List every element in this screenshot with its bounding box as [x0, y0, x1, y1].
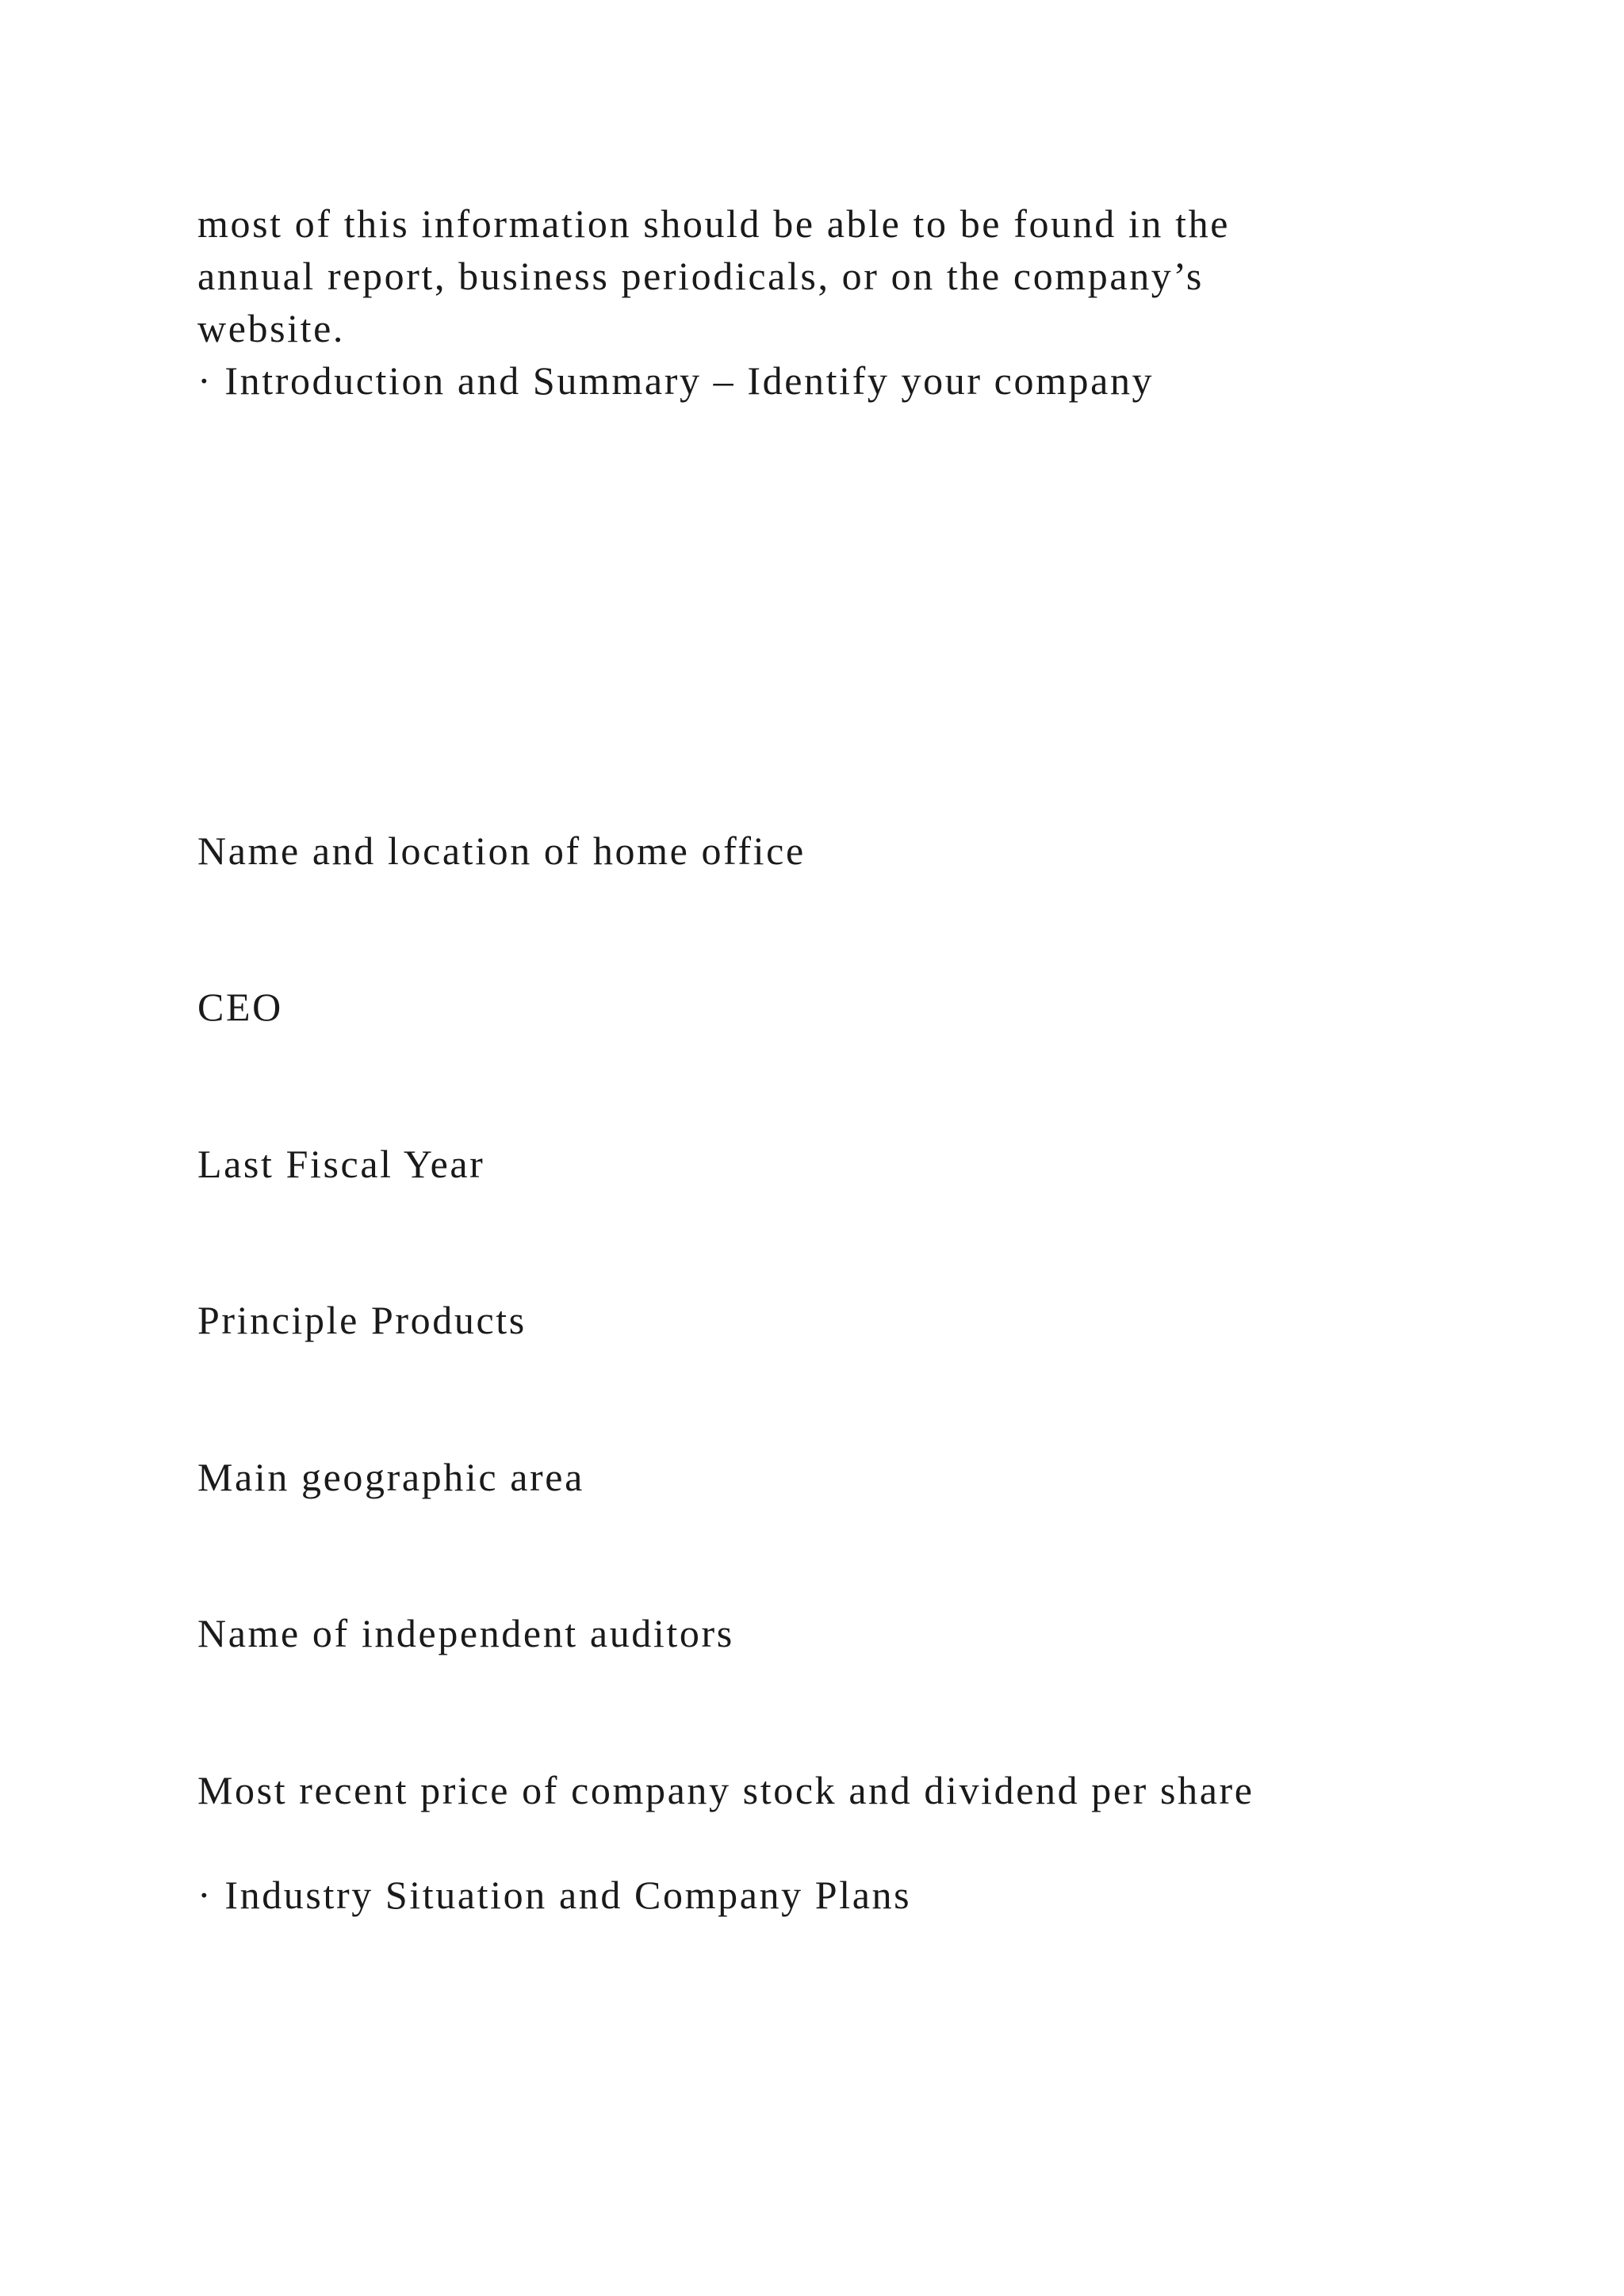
- intro-text-line-1: most of this information should be able to be found in the: [197, 201, 1231, 246]
- item-stock-price-dividend: Most recent price of company stock and dividend per share: [197, 1768, 1254, 1812]
- item-last-fiscal-year: Last Fiscal Year: [197, 1142, 485, 1186]
- item-ceo: CEO: [197, 985, 283, 1029]
- bullet-introduction-summary: · Introduction and Summary – Identify your company: [197, 358, 1155, 403]
- item-geographic-area: Main geographic area: [197, 1455, 584, 1499]
- item-independent-auditors: Name of independent auditors: [197, 1611, 734, 1655]
- item-home-office: Name and location of home office: [197, 828, 806, 873]
- bullet-industry-situation: · Industry Situation and Company Plans: [197, 1873, 912, 1917]
- intro-text-line-3: website.: [197, 306, 346, 350]
- intro-text-line-2: annual report, business periodicals, or on the company’s: [197, 254, 1204, 298]
- item-principle-products: Principle Products: [197, 1298, 527, 1342]
